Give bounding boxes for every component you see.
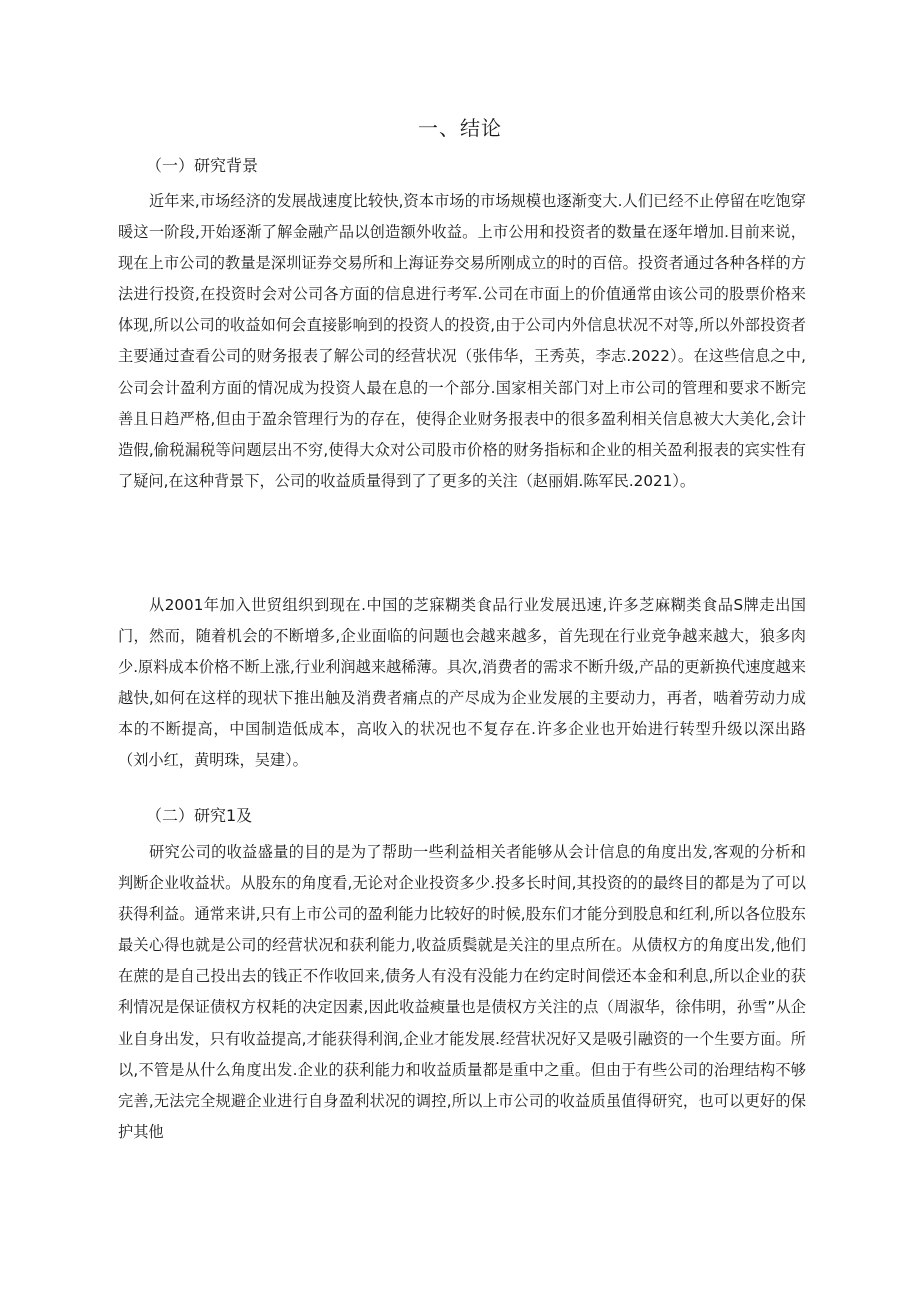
document-title: 一、结论 [418,116,502,140]
section-heading-background: （一）研究背景 [146,156,259,175]
paragraph: 研究公司的收益盛量的目的是为了帮助一些利益相关者能够从会计信息的角度出发,客观的分析和判断企业收益状。从股东的角度看,无论对企业投资多少.投多长时间,其投资的的最终目的都是为了可以获得利益。通常来讲,只有上市公司的盈利能力比较好的时候,股东们才能分到股息和红利,所以各位股东最关心得也就是公司的经营状况和获利能力,收益质鬓就是关注的里点所在。从债权方的角度出发,他们在蔗的是自己投出去的钱正不作收回来,债务人有没有没能力在约定时间偿还本金和利息,所以企业的获利情况是保证债权方权耗的决定因素,因此收益瘐量也是债权方关注的点（周淑华，徐伟明，孙雪”从企业自身出发，只有收益提高,才能获得利润,企业才能发展.经营状况好又是吸引融资的一个生要方面。所以,不管是从什么角度出发.企业的获利能力和收益质量都是重中之重。但由于有些公司的治理结构不够完善,无法完全规避企业进行自身盈利状况的调控,所以上市公司的收益质虽值得研究，也可以更好的保护其他 [118,843,806,1141]
section-heading-significance: （二）研究1及 [146,806,253,825]
paragraph: 从2001年加入世贸组织到现在.中国的芝寐糊类食品行业发展迅速,许多芝麻糊类食品S牌走出国门，然而，随着机会的不断增多,企业面临的问题也会越来越多，首先现在行业竞争越来越大，狼多肉少.原料成本价格不断上涨,行业利润越来越稀薄。具次,消费者的需求不断升级,产品的更新换代速度越来越快,如何在这样的现状下推出触及消费者痛点的产尽成为企业发展的主要动力，再者，啮着劳动力成本的不断提高，中国制造低成本，高收入的状况也不复存在.许多企业也开始进行转型升级以深出路（刘小红，黄明珠，吴建）。 [118,596,806,770]
paragraph: 近年来,市场经济的发展战速度比较快,资本市场的市场规模也逐渐变大.人们已经不止停留在吃饱穿暖这一阶段,开始逐渐了解金融产品以创造额外收益。上市公用和投资者的数量在逐年增加.目前来说，现在上市公司的教量是深圳证券交易所和上海证券交易所刚成立的时的百倍。投资者通过各种各样的方法进行投资,在投资时会对公司各方面的信息进行考军.公司在市面上的价值通常由该公司的股票价格来体现,所以公司的收益如何会直接影响到的投资人的投资,由于公司内外信息状况不对等,所以外部投资者主要通过查看公司的财务报表了解公司的经营状况（张伟华，王秀英，李志.2022）。在这些信息之中,公司会计盈利方面的情况成为投资人最在息的一个部分.国家相关部门对上市公司的管理和要求不断完善且日趋严格,但由于盈余管理行为的存在，使得企业财务报表中的很多盈利相关信息被大大美化,会计造假,偷税漏税等问题层出不穷,使得大众对公司股市价格的财务指标和企业的相关盈利报表的宾实性有了疑问,在这种背景下，公司的收益质量得到了了更多的关注（赵丽娟.陈军民.2021）。 [118,192,806,490]
